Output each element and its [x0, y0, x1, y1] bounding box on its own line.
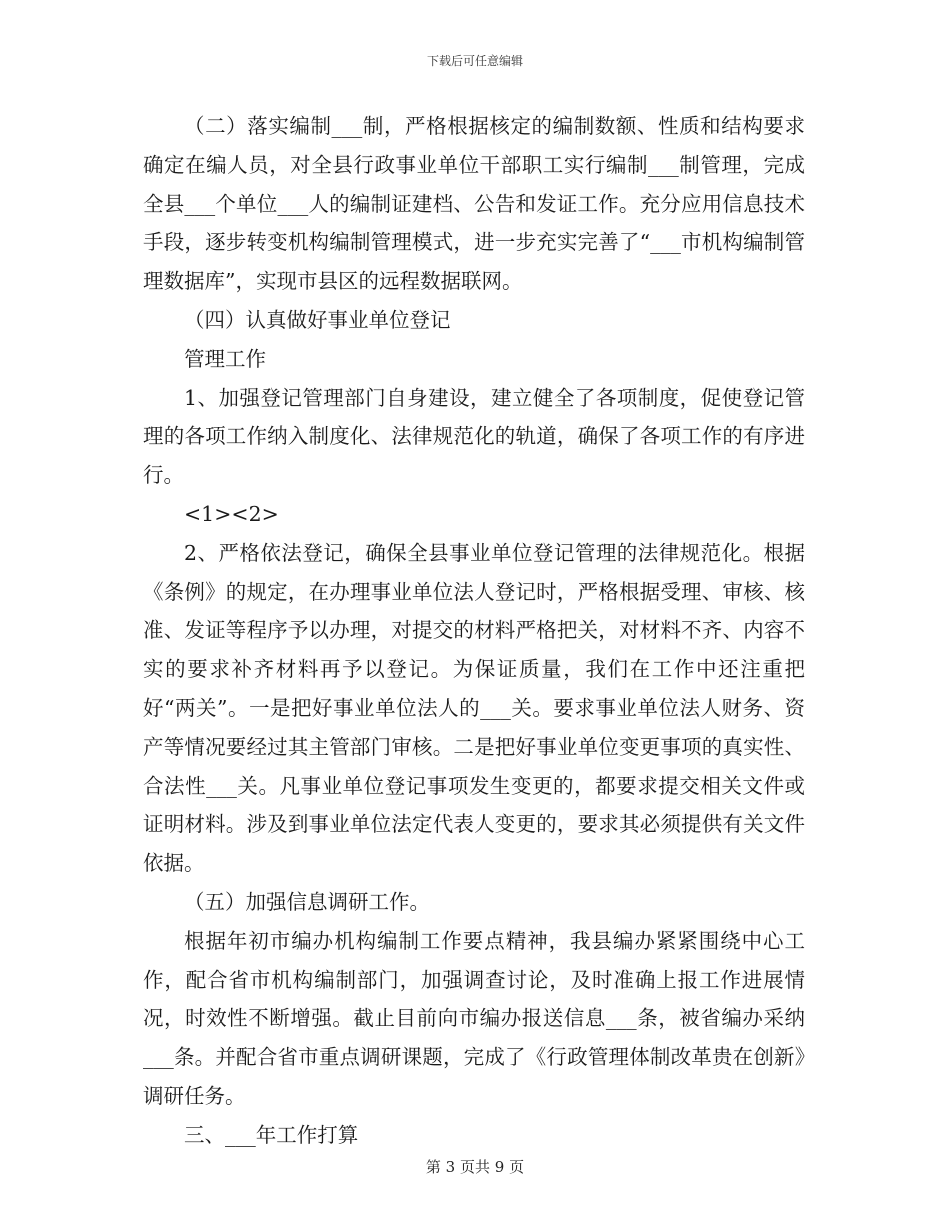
- paragraph: 三、___年工作打算: [184, 1122, 359, 1147]
- paragraph: 1、加强登记管理部门自身建设，建立健全了各项制度，促使登记管理的各项工作纳入制度化、法律规范化的轨道，确保了各项工作的有序进行。: [143, 385, 805, 488]
- paragraph: （四）认真做好事业单位登记: [184, 307, 451, 332]
- paragraph: 根据年初市编办机构编制工作要点精神，我县编办紧紧围绕中心工作，配合省市机构编制部门，加强调查讨论，及时准确上报工作进展情况，时效性不断增强。截止目前向市编办报送信息___条，被省编办采纳___条。并配合省市重点调研课题，完成了《行政管理体制改革贵在创新》调研任务。: [143, 928, 805, 1108]
- document-body: [143, 107, 805, 1155]
- paragraph: （二）落实编制___制，严格根据核定的编制数额、性质和结构要求确定在编人员，对全县行政事业单位干部职工实行编制___制管理，完成全县___个单位___人的编制证建档、公告和发证工作。充分应用信息技术手段，逐步转变机构编制管理模式，进一步充实完善了“___市机构编制管理数据库”，实现市县区的远程数据联网。: [143, 114, 805, 294]
- page-footer: 第 3 页共 9 页: [425, 1158, 525, 1176]
- paragraph: （五）加强信息调研工作。: [184, 889, 430, 914]
- paragraph: 管理工作: [184, 346, 266, 371]
- page-header: 下载后可任意编辑: [426, 54, 523, 68]
- paragraph: <1><2>: [184, 501, 279, 526]
- paragraph: 2、严格依法登记，确保全县事业单位登记管理的法律规范化。根据《条例》的规定，在办理事业单位法人登记时，严格根据受理、审核、核准、发证等程序予以办理，对提交的材料严格把关，对材料不齐、内容不实的要求补齐材料再予以登记。为保证质量，我们在工作中还注重把好“两关”。一是把好事业单位法人的___关。要求事业单位法人财务、资产等情况要经过其主管部门审核。二是把好事业单位变更事项的真实性、合法性___关。凡事业单位登记事项发生变更的，都要求提交相关文件或证明材料。涉及到事业单位法定代表人变更的，要求其必须提供有关文件依据。: [143, 540, 805, 876]
